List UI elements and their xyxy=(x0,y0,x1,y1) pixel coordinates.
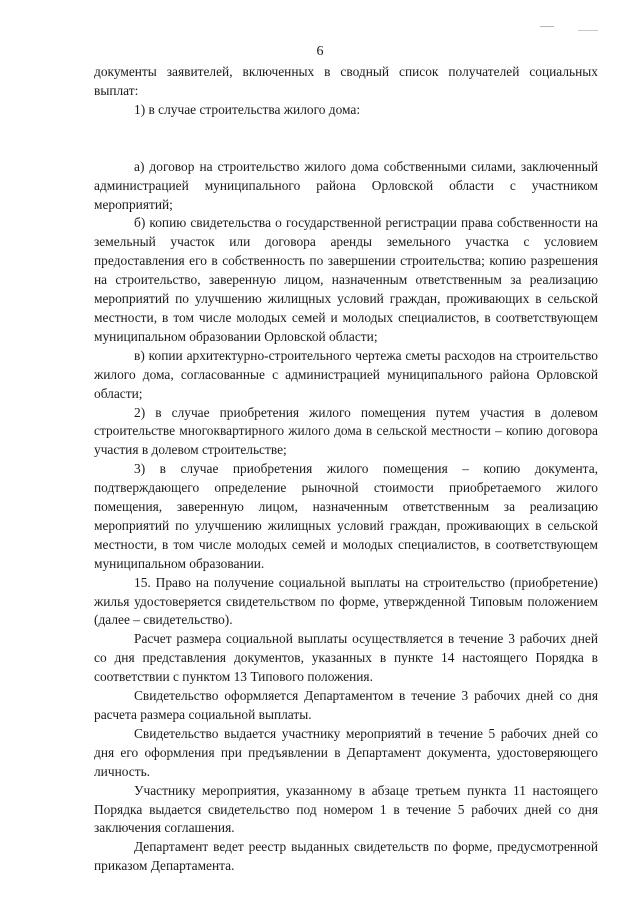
page-number: 6 xyxy=(316,44,324,59)
paragraph-item-1: 1) в случае строительства жилого дома: xyxy=(134,101,361,117)
blank-space xyxy=(94,120,598,158)
paragraph-calculation: Расчет размера социальной выплаты осуществляется в течение 3 рабочих дней со дня представления документов, указанных в пункте 14 настоящего Порядка в соответствии с пунктом 13 Типового положения. xyxy=(94,631,598,685)
paragraph-certificate-delivery: Свидетельство выдается участнику мероприятий в течение 5 рабочих дней со дня его оформления при предъявлении в Департамент документа, удостоверяющего личность. xyxy=(94,725,598,779)
document-body xyxy=(94,63,598,876)
paragraph-certificate-issue: Свидетельство оформляется Департаментом в течение 3 рабочих дней со дня расчета размера социальной выплаты. xyxy=(94,688,598,722)
scan-artifact xyxy=(540,26,554,27)
scan-artifact xyxy=(578,30,598,31)
paragraph-item-1c: в) копии архитектурно-строительного чертежа сметы расходов на строительство жилого дома, согласованные с администрацией муниципального района Орловской области; xyxy=(94,347,598,401)
paragraph-intro: документы заявителей, включенных в сводный список получателей социальных выплат: xyxy=(94,64,598,98)
paragraph-item-1b: б) копию свидетельства о государственной регистрации права собственности на земельный участок или договора аренды земельного участка с условием предоставления его в собственность по завершении строительства; копию разрешения на строительство, заверенную лицом, назначенным ответственным за реализацию мероприятий по улучшению жилищных условий граждан, проживающих в сельской местности, в том числе молодых семей и молодых специалистов, в соответствующем муниципальном образовании Орловской области; xyxy=(94,215,598,344)
paragraph-item-3: 3) в случае приобретения жилого помещения – копию документа, подтверждающего определение рыночной стоимости приобретаемого жилого помещения, заверенную лицом, назначенным ответственным за реализацию мероприятий по улучшению жилищных условий граждан, проживающих в сельской местности, в том числе молодых семей и молодых специалистов, в соответствующем муниципальном образовании. xyxy=(94,461,598,571)
paragraph-participant: Участнику мероприятия, указанному в абзаце третьем пункта 11 настоящего Порядка выдается свидетельство под номером 1 в течение 5 рабочих дней со дня заключения соглашения. xyxy=(94,782,598,836)
paragraph-registry: Департамент ведет реестр выданных свидетельств по форме, предусмотренной приказом Департамента. xyxy=(94,839,598,874)
paragraph-section-15: 15. Право на получение социальной выплаты на строительство (приобретение) жилья удостоверяется свидетельством по форме, утвержденной Типовым положением (далее – свидетельство). xyxy=(94,574,598,628)
paragraph-item-1a: а) договор на строительство жилого дома собственными силами, заключенный администрацией муниципального района Орловской области с участником мероприятий; xyxy=(94,158,598,212)
paragraph-item-2: 2) в случае приобретения жилого помещения путем участия в долевом строительстве многоквартирного жилого дома в сельской местности – копию договора участия в долевом строительстве; xyxy=(94,404,598,458)
